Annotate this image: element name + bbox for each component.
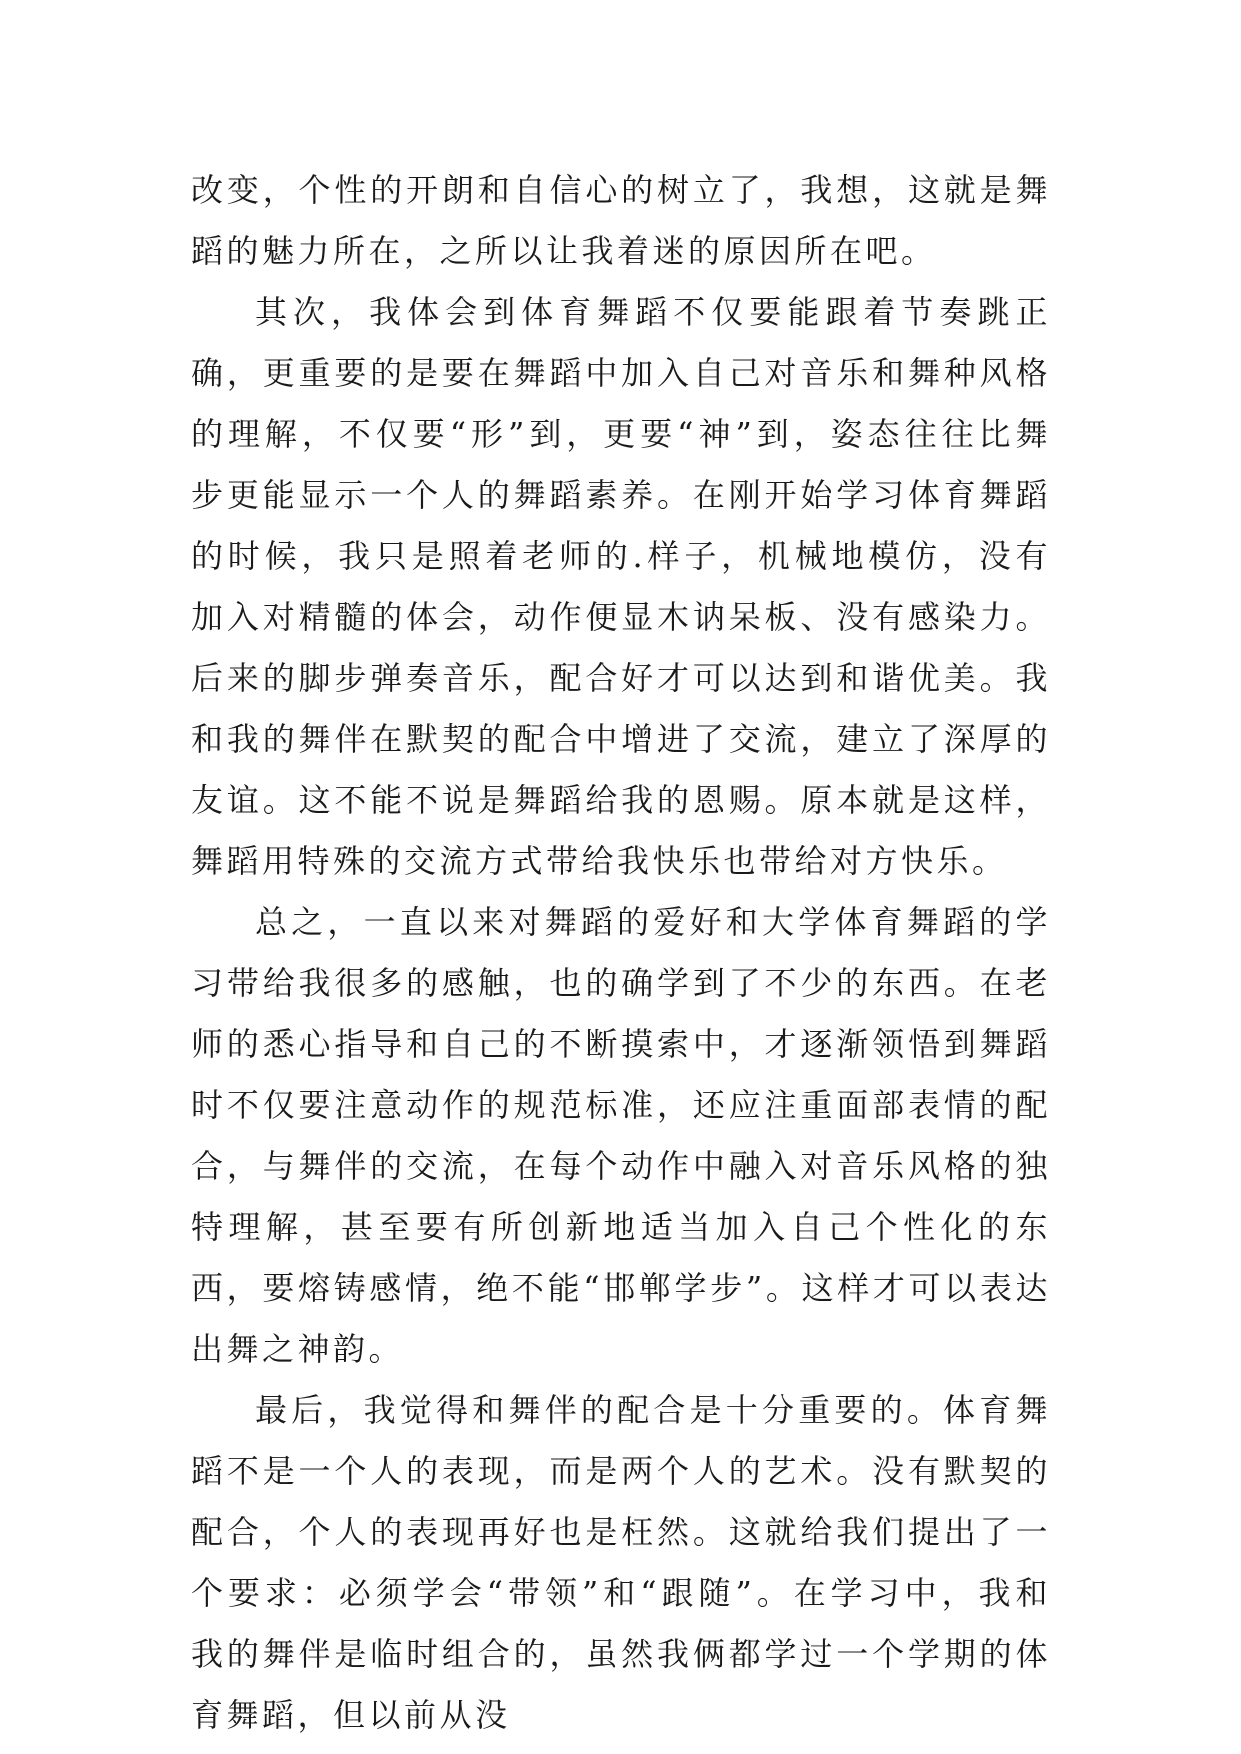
paragraph-summary: 总之，一直以来对舞蹈的爱好和大学体育舞蹈的学习带给我很多的感触，也的确学到了不少的东西。在老师的悉心指导和自己的不断摸索中，才逐渐领悟到舞蹈时不仅要注意动作的规范标准，还应注重面部表情的配合，与舞伴的交流，在每个动作中融入对音乐风格的独特理解，甚至要有所创新地适当加入自己个性化的东西，要熔铸感情，绝不能“邯郸学步”。这样才可以表达出舞之神韵。 <box>191 903 1051 1368</box>
document-body <box>191 160 1051 1746</box>
paragraph-second: 其次，我体会到体育舞蹈不仅要能跟着节奏跳正确，更重要的是要在舞蹈中加入自己对音乐和舞种风格的理解，不仅要“形”到，更要“神”到，姿态往往比舞步更能显示一个人的舞蹈素养。在刚开始学习体育舞蹈的时候，我只是照着老师的.样子，机械地模仿，没有加入对精髓的体会，动作便显木讷呆板、没有感染力。后来的脚步弹奏音乐，配合好才可以达到和谐优美。我和我的舞伴在默契的配合中增进了交流，建立了深厚的友谊。这不能不说是舞蹈给我的恩赐。原本就是这样，舞蹈用特殊的交流方式带给我快乐也带给对方快乐。 <box>191 293 1051 880</box>
paragraph-continuation: 改变，个性的开朗和自信心的树立了，我想，这就是舞蹈的魅力所在，之所以让我着迷的原因所在吧。 <box>191 171 1051 270</box>
paragraph-last: 最后，我觉得和舞伴的配合是十分重要的。体育舞蹈不是一个人的表现，而是两个人的艺术。没有默契的配合，个人的表现再好也是枉然。这就给我们提出了一个要求：必须学会“带领”和“跟随”。在学习中，我和我的舞伴是临时组合的，虽然我俩都学过一个学期的体育舞蹈，但以前从没 <box>191 1391 1051 1734</box>
